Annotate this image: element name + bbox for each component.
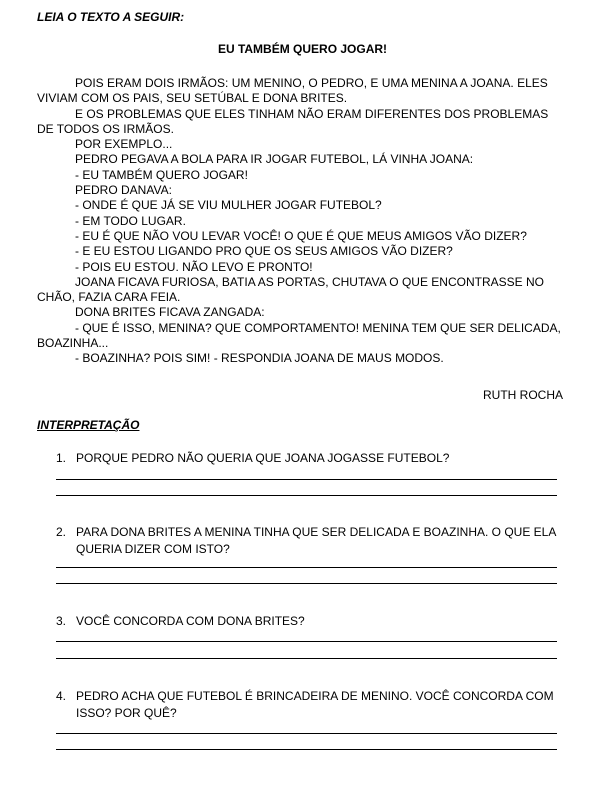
story-paragraph: POR EXEMPLO... <box>75 137 173 152</box>
story-paragraph: PEDRO DANAVA: <box>75 183 172 198</box>
instruction-heading: LEIA O TEXTO A SEGUIR: <box>37 10 185 24</box>
story-paragraph: - ONDE É QUE JÁ SE VIU MULHER JOGAR FUTEBOL? <box>75 198 382 213</box>
author-credit: RUTH ROCHA <box>483 388 563 402</box>
story-paragraph: - EM TODO LUGAR. <box>75 213 186 228</box>
story-paragraph: - E EU ESTOU LIGANDO PRO QUE OS SEUS AMIGOS VÃO DIZER? <box>75 244 453 259</box>
question-number: 2. <box>56 525 67 539</box>
question-number: 4. <box>56 689 67 703</box>
story-paragraph: - QUE É ISSO, MENINA? QUE COMPORTAMENTO! MENINA TEM QUE SER DELICADA, BOAZINHA... <box>37 320 561 351</box>
question-3 <box>56 613 561 630</box>
story-paragraph: DONA BRITES FICAVA ZANGADA: <box>75 305 265 320</box>
story-text <box>37 76 567 367</box>
story-paragraph: POIS ERAM DOIS IRMÃOS: UM MENINO, O PEDRO, E UMA MENINA A JOANA. ELES VIVIAM COM OS PAIS, SEU SETÚBAL E DONA BRITES. <box>37 76 548 106</box>
answer-line[interactable] <box>56 583 557 584</box>
story-paragraph: PEDRO PEGAVA A BOLA PARA IR JOGAR FUTEBOL, LÁ VINHA JOANA: <box>75 152 474 167</box>
story-paragraph: - POIS EU ESTOU. NÃO LEVO E PRONTO! <box>75 259 313 274</box>
question-text: VOCÊ CONCORDA COM DONA BRITES? <box>76 614 305 628</box>
answer-line[interactable] <box>56 567 557 568</box>
question-text: PARA DONA BRITES A MENINA TINHA QUE SER DELICADA E BOAZINHA. O QUE ELA QUERIA DIZER COM ISTO? <box>76 525 556 556</box>
story-paragraph: JOANA FICAVA FURIOSA, BATIA AS PORTAS, CHUTAVA O QUE ENCONTRASSE NO CHÃO, FAZIA CARA FEIA. <box>37 274 544 305</box>
question-number: 3. <box>56 614 67 628</box>
answer-line[interactable] <box>56 495 557 496</box>
answer-line[interactable] <box>56 658 557 659</box>
story-paragraph: E OS PROBLEMAS QUE ELES TINHAM NÃO ERAM DIFERENTES DOS PROBLEMAS DE TODOS OS IRMÃOS. <box>37 106 549 136</box>
story-paragraph: - BOAZINHA? POIS SIM! - RESPONDIA JOANA DE MAUS MODOS. <box>75 351 444 366</box>
story-title: EU TAMBÉM QUERO JOGAR! <box>217 42 388 56</box>
question-4 <box>56 688 561 722</box>
answer-line[interactable] <box>56 641 557 642</box>
question-1 <box>56 450 561 467</box>
story-paragraph: - EU TAMBÉM QUERO JOGAR! <box>75 167 248 182</box>
answer-line[interactable] <box>56 749 557 750</box>
question-2 <box>56 524 561 558</box>
story-paragraph: - EU É QUE NÃO VOU LEVAR VOCÊ! O QUE É QUE MEUS AMIGOS VÃO DIZER? <box>75 228 527 243</box>
answer-line[interactable] <box>56 479 557 480</box>
answer-line[interactable] <box>56 733 557 734</box>
interpretation-heading: INTERPRETAÇÃO <box>37 418 140 432</box>
question-text: PORQUE PEDRO NÃO QUERIA QUE JOANA JOGASSE FUTEBOL? <box>76 451 450 465</box>
question-text: PEDRO ACHA QUE FUTEBOL É BRINCADEIRA DE MENINO. VOCÊ CONCORDA COM ISSO? POR QUÊ? <box>76 689 554 720</box>
question-number: 1. <box>56 451 67 465</box>
